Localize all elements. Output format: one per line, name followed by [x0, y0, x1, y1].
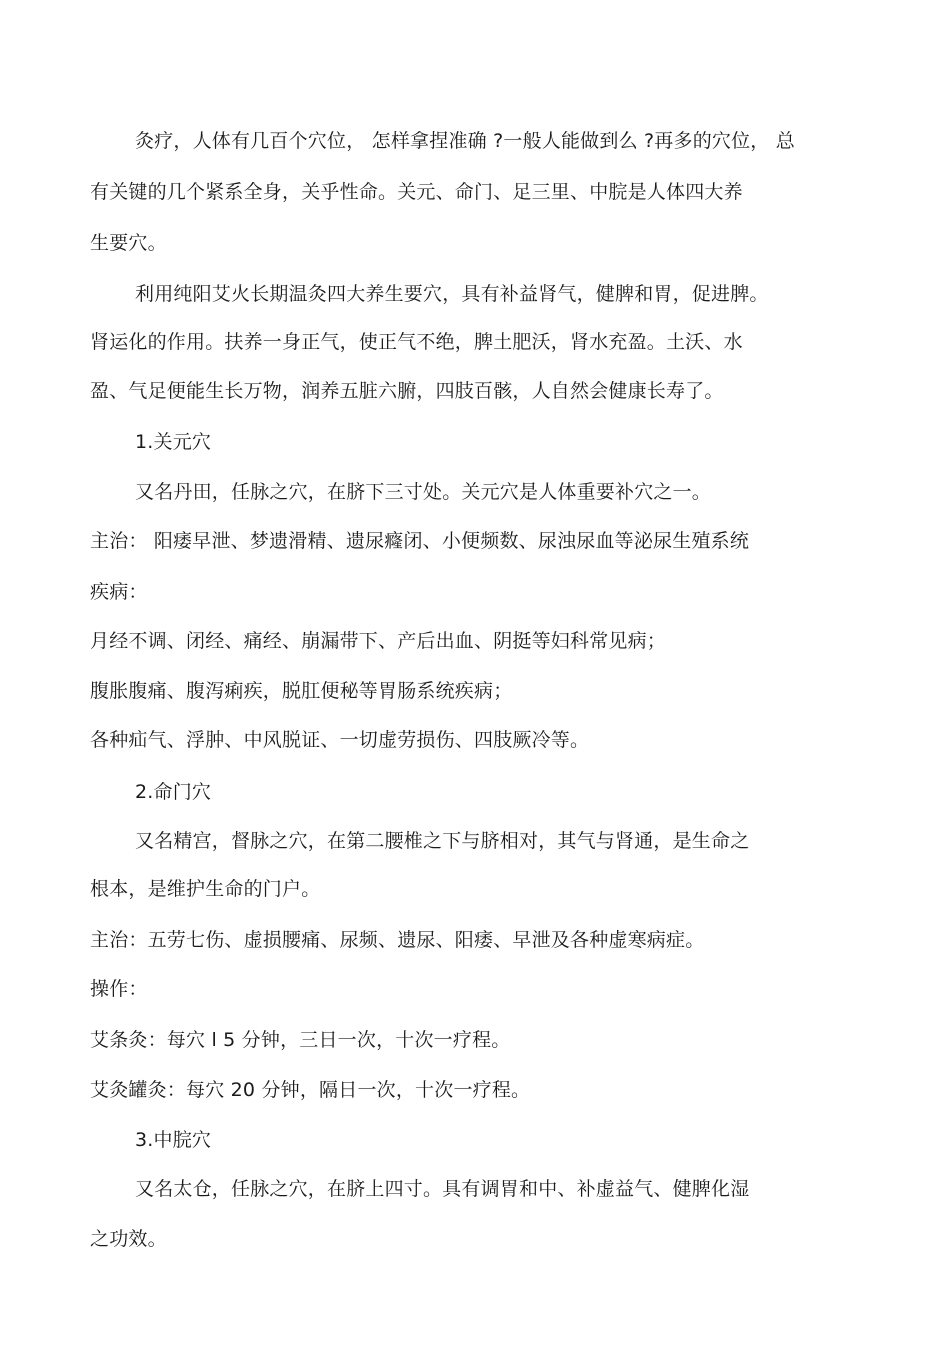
paragraph-moxa-line-3: 盈、气足便能生长万物，润养五脏六腑，四肢百骸，人自然会健康长寿了。 [90, 380, 724, 402]
heading-zhongwan: 3.中脘穴 [135, 1129, 212, 1151]
paragraph-intro-line-1: 灸疗，人体有几百个穴位， 怎样拿捏准确 ?一般人能做到么 ?再多的穴位， 总 [135, 130, 795, 152]
guanyuan-other: 各种疝气、浮肿、中风脱证、一切虚劳损伤、四肢厥冷等。 [90, 729, 590, 751]
heading-guanyuan: 1.关元穴 [135, 431, 212, 453]
paragraph-moxa-line-1: 利用纯阳艾火长期温灸四大养生要穴，具有补益肾气，健脾和胃，促进脾。 [135, 283, 769, 305]
guanyuan-gastro: 腹胀腹痛、腹泻痢疾，脱肛便秘等胃肠系统疾病； [90, 680, 513, 702]
mingmen-description-line-2: 根本，是维护生命的门户。 [90, 878, 321, 900]
paragraph-intro-line-3: 生要穴。 [90, 232, 167, 254]
guanyuan-gynecology: 月经不调、闭经、痛经、崩漏带下、产后出血、阴挺等妇科常见病； [90, 630, 667, 652]
zhongwan-description-line-1: 又名太仓，任脉之穴，在脐上四寸。具有调胃和中、补虚益气、健脾化湿 [135, 1178, 750, 1200]
guanyuan-description: 又名丹田，任脉之穴，在脐下三寸处。关元穴是人体重要补穴之一。 [135, 481, 712, 503]
operation-moxa-stick: 艾条灸：每穴 l 5 分钟，三日一次，十次一疗程。 [90, 1029, 511, 1051]
zhongwan-description-line-2: 之功效。 [90, 1228, 167, 1250]
guanyuan-indications-line-2: 疾病： [90, 581, 148, 603]
operation-label: 操作： [90, 978, 148, 1000]
mingmen-indications: 主治：五劳七伤、虚损腰痛、尿频、遗尿、阳痿、早泄及各种虚寒病症。 [90, 929, 705, 951]
guanyuan-indications-line-1: 主治： 阳痿早泄、梦遗滑精、遗尿癃闭、小便频数、尿浊尿血等泌尿生殖系统 [90, 530, 750, 552]
paragraph-intro-line-2: 有关键的几个紧系全身，关乎性命。关元、命门、足三里、中脘是人体四大养 [90, 181, 743, 203]
paragraph-moxa-line-2: 肾运化的作用。扶养一身正气，使正气不绝，脾土肥沃，肾水充盈。土沃、水 [90, 331, 743, 353]
operation-moxa-jar: 艾灸罐灸：每穴 20 分钟，隔日一次，十次一疗程。 [90, 1079, 531, 1101]
heading-mingmen: 2.命门穴 [135, 781, 212, 803]
mingmen-description-line-1: 又名精宫，督脉之穴，在第二腰椎之下与脐相对，其气与肾通，是生命之 [135, 830, 750, 852]
